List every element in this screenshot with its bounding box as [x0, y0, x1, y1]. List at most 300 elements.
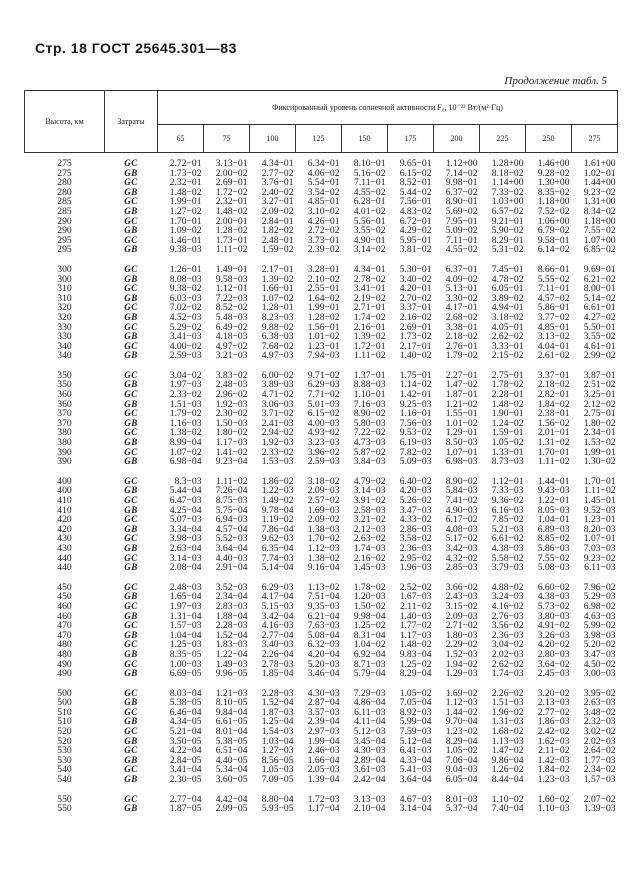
- value-cell: 1.72−02: [215, 187, 248, 198]
- value-cell: 2.16−02: [353, 553, 386, 564]
- table-row: [25, 795, 618, 805]
- value-cell: 1.12−01: [491, 476, 524, 487]
- value-cell: 9.04−03: [445, 765, 478, 776]
- value-cell: 5.56−01: [353, 216, 386, 227]
- value-cell: 6.19−03: [399, 438, 432, 448]
- cost-cell: GB: [124, 226, 138, 236]
- altitude-cell: 490: [57, 669, 72, 679]
- value-cell: 9.88−02: [261, 322, 294, 333]
- value-cell: 1.73−02: [169, 168, 202, 179]
- value-cell: 7.29−03: [353, 688, 386, 699]
- value-cell: 7.96−02: [583, 582, 616, 593]
- value-cell: 8.50−03: [445, 438, 478, 448]
- value-cell: 5.12−04: [399, 736, 432, 747]
- value-cell: 2.18−02: [537, 380, 570, 391]
- value-cell: 4.20−02: [537, 640, 570, 650]
- table-row: [25, 245, 618, 255]
- value-cell: 4.34−05: [169, 717, 202, 728]
- altitude-cell: 550: [57, 804, 72, 814]
- value-cell: 1.46−01: [169, 235, 202, 246]
- value-cell: 5.58−02: [491, 553, 524, 564]
- value-cell: 5.29−02: [169, 322, 202, 333]
- value-cell: 3.18−02: [491, 312, 524, 323]
- value-cell: 1.48−02: [215, 206, 248, 217]
- value-cell: 8.20−03: [583, 524, 616, 535]
- value-cell: 4.17−01: [445, 303, 478, 313]
- cost-cell: GC: [124, 197, 138, 207]
- value-cell: 1.74−03: [491, 669, 524, 679]
- value-cell: 2.64−02: [583, 746, 616, 756]
- value-cell: 4.78−02: [491, 274, 524, 285]
- value-cell: 1.54−03: [261, 727, 294, 737]
- value-cell: 1.28−02: [215, 226, 248, 236]
- value-cell: 2.28−03: [261, 688, 294, 699]
- cost-cell: GB: [124, 418, 138, 428]
- altitude-cell: 420: [57, 524, 72, 535]
- value-cell: 1.82−02: [261, 226, 294, 236]
- value-cell: 2.59−03: [307, 457, 340, 467]
- value-cell: 8.01−03: [445, 794, 478, 805]
- table-row: [25, 717, 618, 727]
- value-cell: 1.84−02: [537, 765, 570, 776]
- value-cell: 7.05−04: [399, 698, 432, 708]
- value-cell: 1.39−02: [261, 274, 294, 285]
- altitude-cell: 440: [57, 563, 72, 573]
- value-cell: 1.77−02: [399, 621, 432, 631]
- value-cell: 1.50−02: [353, 601, 386, 612]
- cost-cell: GC: [124, 178, 138, 188]
- value-cell: 1.46+00: [537, 159, 570, 169]
- table-row: [25, 265, 618, 275]
- value-cell: 1.85−04: [261, 669, 294, 679]
- value-cell: 3.91−02: [353, 496, 386, 506]
- value-cell: 1.39−03: [583, 804, 616, 814]
- table-row: [25, 486, 618, 496]
- value-cell: 2.10−04: [353, 804, 386, 814]
- value-cell: 1.07−01: [583, 534, 616, 544]
- value-cell: 2.43−03: [445, 592, 478, 602]
- value-cell: 3.15−02: [445, 601, 478, 612]
- value-cell: 2.45−03: [537, 669, 570, 679]
- value-cell: 2.10−02: [307, 274, 340, 285]
- altitude-cell: 410: [57, 505, 72, 516]
- value-cell: 2.26−02: [491, 688, 524, 699]
- table-row: [25, 438, 618, 448]
- value-cell: 1.56−01: [307, 322, 340, 333]
- value-cell: 1.05−02: [491, 438, 524, 448]
- value-cell: 4.63−03: [583, 611, 616, 622]
- value-cell: 5.50−01: [583, 322, 616, 333]
- value-cell: 2.89−04: [353, 755, 386, 766]
- value-cell: 1.27−03: [261, 746, 294, 756]
- value-cell: 8.90−02: [353, 409, 386, 419]
- cost-cell: GB: [124, 245, 138, 255]
- header-altitude: Высота, км: [25, 91, 105, 153]
- value-cell: 4.30−03: [307, 688, 340, 699]
- value-cell: 6.57−02: [491, 206, 524, 217]
- value-cell: 3.42−04: [261, 611, 294, 622]
- value-cell: 1.78−02: [353, 582, 386, 593]
- value-cell: 1.25−04: [261, 717, 294, 728]
- value-cell: 7.52−02: [537, 206, 570, 217]
- value-cell: 8.80−04: [261, 794, 294, 805]
- value-cell: 1.18+00: [583, 216, 616, 227]
- value-cell: 1.16−03: [169, 418, 202, 429]
- value-cell: 9.62−03: [261, 534, 294, 544]
- value-cell: 2.05−03: [307, 765, 340, 776]
- table-row: [25, 419, 618, 429]
- value-cell: 3.64−04: [215, 543, 248, 554]
- value-cell: 2.61−02: [537, 351, 570, 361]
- value-cell: 2.34−02: [583, 765, 616, 776]
- value-cell: 4.55−02: [353, 187, 386, 198]
- value-cell: 1.38−02: [169, 428, 202, 439]
- value-cell: 1.68−02: [491, 727, 524, 737]
- value-cell: 4.91−02: [537, 621, 570, 631]
- cost-cell: GC: [124, 534, 138, 544]
- value-cell: 8.18−02: [491, 168, 524, 179]
- value-cell: 3.10−02: [307, 206, 340, 217]
- value-cell: 1.04−02: [353, 640, 386, 650]
- value-cell: 1.11−02: [584, 486, 616, 496]
- value-cell: 5.21−04: [169, 727, 202, 737]
- value-cell: 5.75−04: [215, 505, 248, 516]
- value-cell: 7.26−04: [215, 486, 248, 496]
- value-cell: 6.37−02: [445, 187, 478, 198]
- value-cell: 8.88−03: [353, 380, 386, 391]
- altitude-cell: 340: [57, 341, 72, 352]
- value-cell: 3.64−02: [537, 659, 570, 670]
- value-cell: 9.43−03: [537, 486, 570, 496]
- value-cell: 3.27−01: [261, 197, 294, 207]
- value-cell: 4.97−03: [261, 351, 294, 361]
- value-cell: 3.40−03: [261, 640, 294, 650]
- value-cell: 9.98−04: [353, 611, 386, 622]
- value-cell: 1.27−02: [169, 206, 202, 217]
- value-cell: 6.11−03: [584, 563, 616, 573]
- value-cell: 8.90−01: [445, 197, 478, 207]
- value-cell: 1.99−01: [583, 447, 616, 458]
- value-cell: 9.21−01: [491, 216, 524, 227]
- value-cell: 6.05−01: [491, 284, 524, 294]
- value-cell: 4.40−05: [215, 755, 248, 766]
- cost-cell: GB: [124, 187, 138, 197]
- value-cell: 7.56−01: [399, 197, 432, 207]
- value-cell: 6.40−02: [399, 476, 432, 487]
- value-cell: 9.23−04: [215, 457, 248, 467]
- value-cell: 1.28+00: [491, 159, 524, 169]
- value-cell: 1.31+00: [583, 197, 616, 207]
- value-cell: 2.11−02: [400, 601, 432, 612]
- table-row: [25, 226, 618, 236]
- value-cell: 8.29−04: [445, 736, 478, 747]
- cost-cell: GC: [124, 303, 138, 313]
- altitude-cell: 470: [57, 630, 72, 641]
- value-cell: 1.47−02: [445, 380, 478, 391]
- value-cell: 1.07−02: [169, 447, 202, 458]
- value-cell: 8.01−04: [215, 727, 248, 737]
- header-level: 175: [388, 125, 434, 153]
- value-cell: 1.29−03: [445, 669, 478, 679]
- value-cell: 1.25−02: [353, 621, 386, 631]
- value-cell: 1.44+00: [583, 178, 616, 188]
- value-cell: 3.47−03: [399, 505, 432, 516]
- value-cell: 6.15−02: [307, 409, 340, 419]
- value-cell: 4.00−02: [169, 341, 202, 352]
- altitude-cell: 280: [57, 187, 72, 198]
- value-cell: 5.31−02: [491, 245, 524, 255]
- value-cell: 6.94−03: [215, 515, 248, 525]
- altitude-cell: 530: [57, 746, 72, 756]
- altitude-cell: 340: [57, 351, 72, 361]
- cost-cell: GB: [124, 274, 138, 284]
- value-cell: 1.42−03: [537, 755, 570, 766]
- value-cell: 1.48−02: [399, 640, 432, 650]
- table-row: [25, 554, 618, 564]
- value-cell: 3.14−03: [169, 553, 202, 564]
- altitude-cell: 320: [57, 312, 72, 323]
- table-row: [25, 804, 618, 814]
- value-cell: 9.23−02: [583, 187, 616, 198]
- value-cell: 6.28−01: [353, 197, 386, 207]
- value-cell: 1.12−01: [215, 284, 248, 294]
- altitude-cell: 390: [57, 457, 72, 467]
- value-cell: 2.17−01: [261, 264, 294, 275]
- value-cell: 1.49−01: [215, 264, 248, 275]
- value-cell: 4.18−03: [215, 332, 248, 342]
- value-cell: 9.78−04: [261, 505, 294, 516]
- value-cell: 1.31−02: [537, 438, 570, 448]
- value-cell: 1.13−02: [307, 582, 340, 593]
- value-cell: 2.32−03: [583, 717, 616, 728]
- value-cell: 2.41−03: [261, 418, 294, 429]
- value-cell: 6.21−04: [307, 611, 340, 622]
- value-cell: 5.14−04: [261, 563, 294, 573]
- value-cell: 3.40−02: [399, 274, 432, 285]
- value-cell: 2.76−01: [445, 341, 478, 352]
- value-cell: 5.09−03: [399, 457, 432, 467]
- value-cell: 1.53−03: [261, 457, 294, 467]
- value-cell: 1.49−02: [261, 496, 294, 506]
- value-cell: 8.31−04: [353, 630, 386, 641]
- value-cell: 2.63−03: [583, 698, 616, 708]
- value-cell: 7.71−02: [307, 390, 340, 400]
- value-cell: 9.98−01: [445, 178, 478, 188]
- value-cell: 2.27−01: [445, 370, 478, 381]
- cost-cell: GC: [124, 264, 138, 274]
- value-cell: 1.37−01: [353, 370, 386, 381]
- value-cell: 2.11−02: [538, 746, 570, 756]
- value-cell: 3.76−01: [261, 178, 294, 188]
- value-cell: 1.41−02: [215, 447, 248, 458]
- value-cell: 2.32−01: [169, 178, 202, 188]
- value-cell: 4.16−02: [491, 601, 524, 612]
- value-cell: 2.09−03: [445, 611, 478, 622]
- value-cell: 2.16−02: [399, 312, 432, 323]
- header-level: 150: [342, 125, 388, 153]
- value-cell: 8.52−01: [399, 178, 432, 188]
- altitude-cell: 280: [57, 178, 72, 188]
- value-cell: 5.86−01: [537, 303, 570, 313]
- value-cell: 1.24−02: [491, 418, 524, 429]
- value-cell: 1.44−01: [537, 476, 570, 487]
- table-row: [25, 669, 618, 679]
- value-cell: 1.65−04: [169, 592, 202, 602]
- cost-cell: GC: [124, 447, 138, 457]
- value-cell: 8.29−01: [491, 235, 524, 246]
- value-cell: 1.74−02: [353, 312, 386, 323]
- value-cell: 1.69−02: [445, 688, 478, 699]
- value-cell: 3.02−02: [583, 727, 616, 737]
- value-cell: 1.48−02: [169, 187, 202, 198]
- value-cell: 5.48−03: [215, 312, 248, 323]
- value-cell: 2.99−02: [583, 351, 616, 361]
- altitude-cell: 295: [57, 245, 72, 255]
- value-cell: 4.17−04: [261, 592, 294, 602]
- value-cell: 1.06+00: [537, 216, 570, 227]
- value-cell: 2.52−02: [399, 582, 432, 593]
- altitude-cell: 290: [57, 226, 72, 236]
- value-cell: 1.40−02: [399, 351, 432, 361]
- value-cell: 5.54−01: [307, 178, 340, 188]
- value-cell: 3.18−02: [307, 476, 340, 487]
- value-cell: 3.56−02: [491, 621, 524, 631]
- value-cell: 4.00−03: [307, 418, 340, 429]
- value-cell: 5.08−04: [307, 630, 340, 641]
- value-cell: 8.52−02: [215, 303, 248, 313]
- cost-cell: GC: [124, 601, 138, 611]
- value-cell: 2.86−03: [399, 524, 432, 535]
- value-cell: 6.51−04: [215, 746, 248, 756]
- altitude-cell: 290: [57, 216, 72, 227]
- cost-cell: GB: [124, 380, 138, 390]
- value-cell: 2.68−02: [445, 312, 478, 323]
- altitude-cell: 490: [57, 659, 72, 670]
- value-cell: 7.11−01: [446, 235, 478, 246]
- value-cell: 1.38−03: [307, 524, 340, 535]
- value-cell: 6.61−02: [491, 534, 524, 544]
- value-cell: 4.11−04: [354, 717, 386, 728]
- value-cell: 6.35−04: [261, 543, 294, 554]
- value-cell: 3.23−03: [307, 438, 340, 448]
- altitude-cell: 480: [57, 640, 72, 650]
- value-cell: 7.22−03: [215, 293, 248, 304]
- value-cell: 1.23−01: [583, 515, 616, 525]
- value-cell: 2.42−02: [537, 727, 570, 737]
- value-cell: 2.75−01: [491, 370, 524, 381]
- value-cell: 6.37−01: [445, 264, 478, 275]
- table-row: [25, 303, 618, 313]
- altitude-cell: 520: [57, 736, 72, 747]
- value-cell: 1.38−02: [307, 553, 340, 564]
- value-cell: 1.70−01: [583, 476, 616, 487]
- table-row: [25, 650, 618, 660]
- value-cell: 8.56−05: [261, 755, 294, 766]
- altitude-cell: 350: [57, 370, 72, 381]
- table-row: [25, 371, 618, 381]
- value-cell: 3.06−03: [261, 399, 294, 410]
- value-cell: 1.60−02: [537, 794, 570, 805]
- value-cell: 6.14−02: [537, 245, 570, 255]
- value-cell: 3.42−03: [445, 543, 478, 554]
- table-row: [25, 583, 618, 593]
- value-cell: 8.08−03: [169, 274, 202, 285]
- altitude-cell: 285: [57, 206, 72, 217]
- table-row: [25, 708, 618, 718]
- value-cell: 4.86−04: [353, 698, 386, 708]
- value-cell: 3.30−02: [445, 293, 478, 304]
- value-cell: 2.80−03: [537, 649, 570, 660]
- value-cell: 1.33−01: [491, 447, 524, 458]
- value-cell: 3.81−02: [399, 245, 432, 255]
- table-row: [25, 592, 618, 602]
- value-cell: 9.38−02: [169, 284, 202, 294]
- altitude-cell: 530: [57, 755, 72, 766]
- table-row: [25, 332, 618, 342]
- cost-cell: GC: [124, 284, 138, 294]
- altitude-cell: 380: [57, 428, 72, 439]
- value-cell: 7.14−02: [445, 168, 478, 179]
- value-cell: 3.37−01: [399, 303, 432, 313]
- value-cell: 2.09−03: [307, 486, 340, 496]
- table-row: [25, 525, 618, 535]
- altitude-cell: 510: [57, 717, 72, 728]
- cost-cell: GC: [124, 159, 138, 168]
- value-cell: 7.41−02: [445, 496, 478, 506]
- table-row: [25, 313, 618, 323]
- value-cell: 9.28−02: [537, 168, 570, 179]
- altitude-cell: 500: [57, 688, 72, 699]
- value-cell: 1.07−01: [445, 447, 478, 458]
- value-cell: 1.55−01: [445, 409, 478, 419]
- value-cell: 1.79−02: [169, 409, 202, 419]
- value-cell: 2.19−02: [353, 293, 386, 304]
- value-cell: 1.10−03: [537, 804, 570, 814]
- table-row: [25, 380, 618, 390]
- value-cell: 1.05−02: [399, 688, 432, 699]
- value-cell: 4.04−01: [537, 341, 570, 352]
- table-row: [25, 188, 618, 198]
- value-cell: 1.53−02: [583, 438, 616, 448]
- value-cell: 3.33−01: [491, 341, 524, 352]
- value-cell: 2.00−02: [215, 168, 248, 179]
- value-cell: 2.75−01: [583, 409, 616, 419]
- table-row: [25, 660, 618, 670]
- value-cell: 2.76−03: [491, 611, 524, 622]
- value-cell: 2.02−03: [583, 736, 616, 747]
- value-cell: 2.78−02: [353, 274, 386, 285]
- value-cell: 2.62−02: [491, 332, 524, 342]
- value-cell: 1.12−03: [307, 543, 340, 554]
- value-cell: 1.80−03: [445, 630, 478, 641]
- value-cell: 8.90−02: [445, 476, 478, 487]
- value-cell: 1.13−03: [491, 736, 524, 747]
- altitude-cell: 450: [57, 582, 72, 593]
- value-cell: 1.39−04: [307, 775, 340, 785]
- value-cell: 1.56−02: [537, 418, 570, 429]
- value-cell: 8.23−03: [261, 312, 294, 323]
- value-cell: 1.30+00: [537, 178, 570, 188]
- cost-cell: GB: [124, 804, 138, 814]
- value-cell: 2.84−05: [169, 755, 202, 766]
- value-cell: 3.98−03: [169, 534, 202, 544]
- value-cell: 1.28−01: [261, 303, 294, 313]
- header-cost: Затраты: [105, 91, 158, 153]
- value-cell: 2.13−03: [537, 698, 570, 708]
- value-cell: 4.85−01: [307, 197, 340, 207]
- value-cell: 6.15−02: [399, 168, 432, 179]
- value-cell: 1.70−01: [169, 216, 202, 227]
